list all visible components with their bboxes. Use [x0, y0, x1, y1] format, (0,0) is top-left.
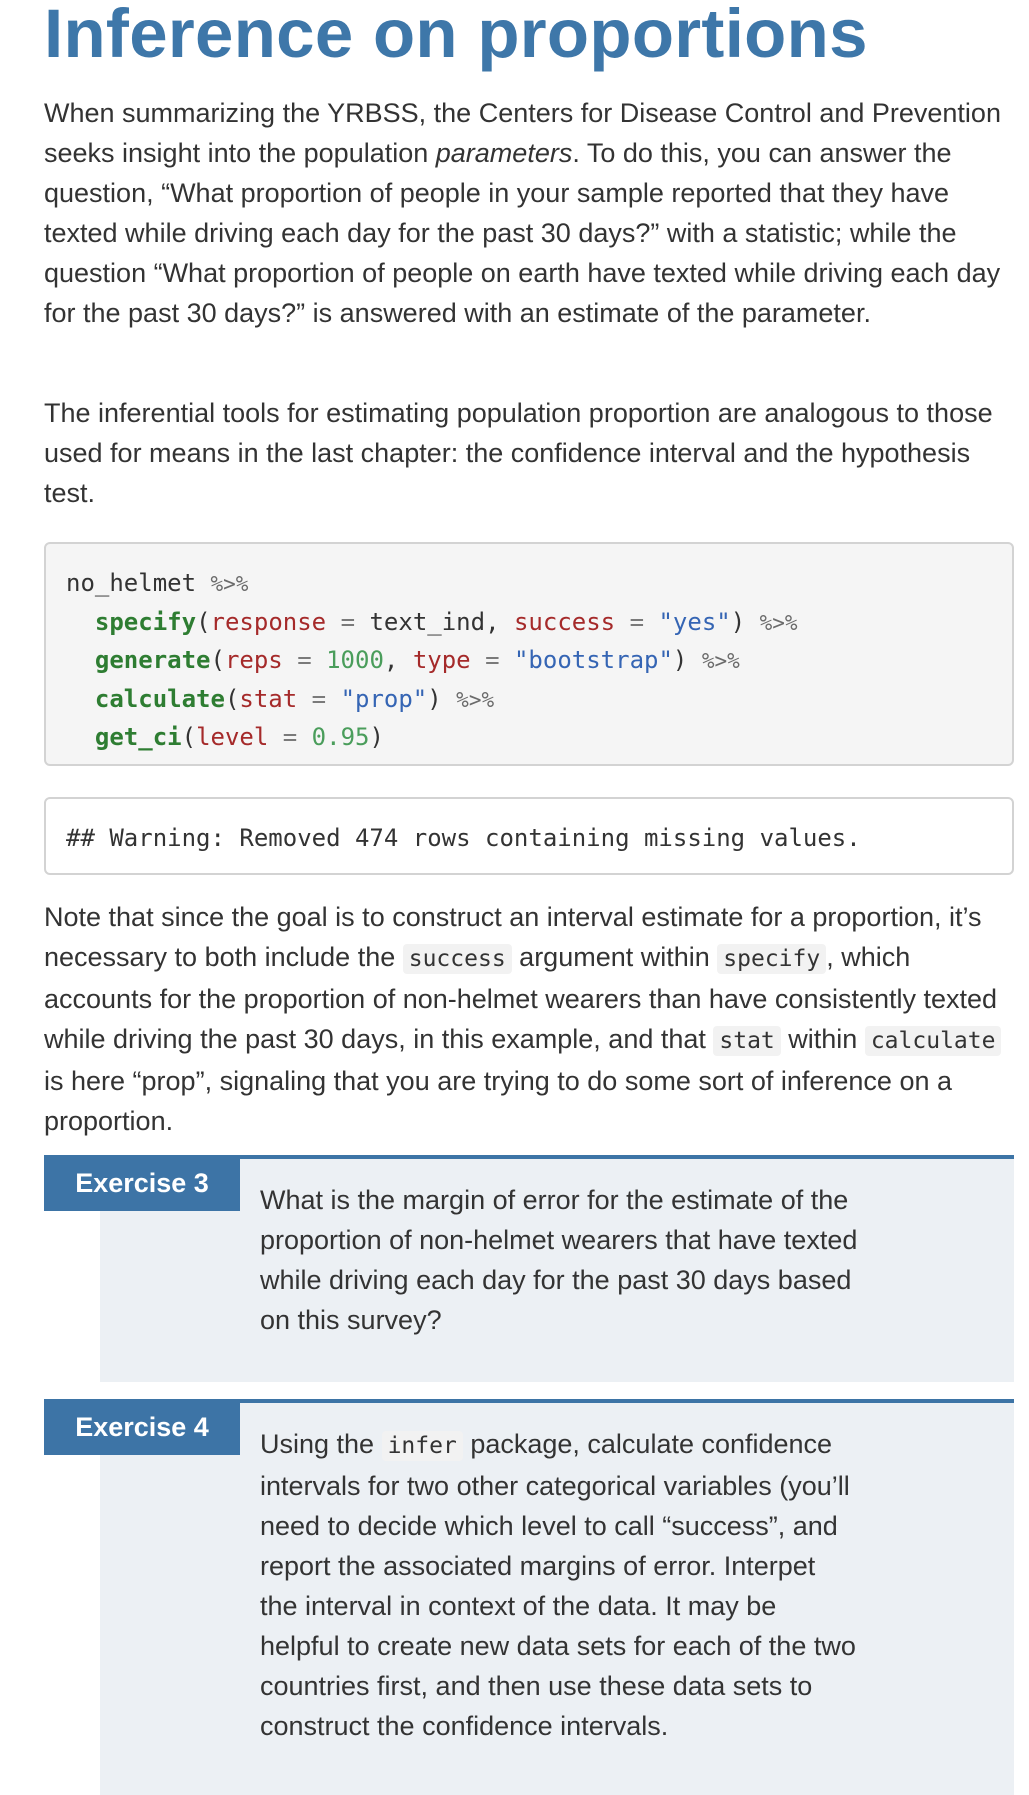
note-paragraph: Note that since the goal is to construct an interval estimate for a proportion, it’s necessary to both include the success argument within specify , which accounts for the proportion of non-helmet wearers than have consistently texted while driving the past 30 days, in this example, and that stat within calculate is here “prop”, signaling that you are trying to do some sort of inference on a proportion.: [44, 897, 1016, 1141]
code-line-3: generate(reps = 1000, type = "bootstrap") %>%: [94, 646, 740, 674]
tools-paragraph: The inferential tools for estimating population proportion are analogous to those used for means in the last chapter: the confidence interval and the hypothesis test.: [44, 398, 993, 508]
warning-output: ## Warning: Removed 474 rows containing missing values.: [66, 824, 861, 852]
exercise-4-label: Exercise 4: [44, 1399, 240, 1455]
output-block: [44, 797, 1014, 875]
inline-code-infer: infer: [382, 1431, 463, 1461]
code-line-5: get_ci(level = 0.95): [94, 723, 384, 751]
inline-code-stat: stat: [713, 1026, 780, 1056]
exercise-3-text: What is the margin of error for the estimate of the proportion of non-helmet wearers that have texted while driving each day for the past 30 days based on this survey?: [260, 1185, 858, 1335]
code-line-4: calculate(stat = "prop") %>%: [94, 684, 495, 713]
exercise-4-text: Using the infer package, calculate confidence intervals for two other categorical variables (you’ll need to decide which level to call “success”, and report the associated margins of error. Interpet the interval in context of the data. It may be helpful to create new data sets for each of the two countries first, and then use these data sets to construct the confidence intervals.: [260, 1429, 856, 1741]
inline-code-calculate: calculate: [865, 1026, 1002, 1056]
inline-code-specify: specify: [717, 944, 826, 974]
code-line-2: specify(response = text_ind, success = "yes") %>%: [94, 607, 798, 636]
intro-text-end: . To do this, you can answer the question, “What proportion of people in your sample reported that they have texted while driving each day for the past 30 days?” with a statistic; while the question “What proportion of people on earth have texted while driving each day for the past 30 days?” is answered with an estimate of the parameter.: [44, 138, 1001, 328]
parameters-emphasis: parameters: [435, 138, 573, 168]
intro-paragraph: [44, 93, 1016, 333]
inline-code-success: success: [403, 944, 512, 974]
code-block: [44, 542, 1014, 766]
exercise-3-label: Exercise 3: [44, 1155, 240, 1211]
intro-text-start: When summarizing the YRBSS, the Centers for Disease Control and Prevention seeks insight into the population: [44, 98, 1001, 168]
code-line-1: no_helmet %>%: [66, 569, 249, 597]
page-title: Inference on proportions: [44, 0, 868, 72]
